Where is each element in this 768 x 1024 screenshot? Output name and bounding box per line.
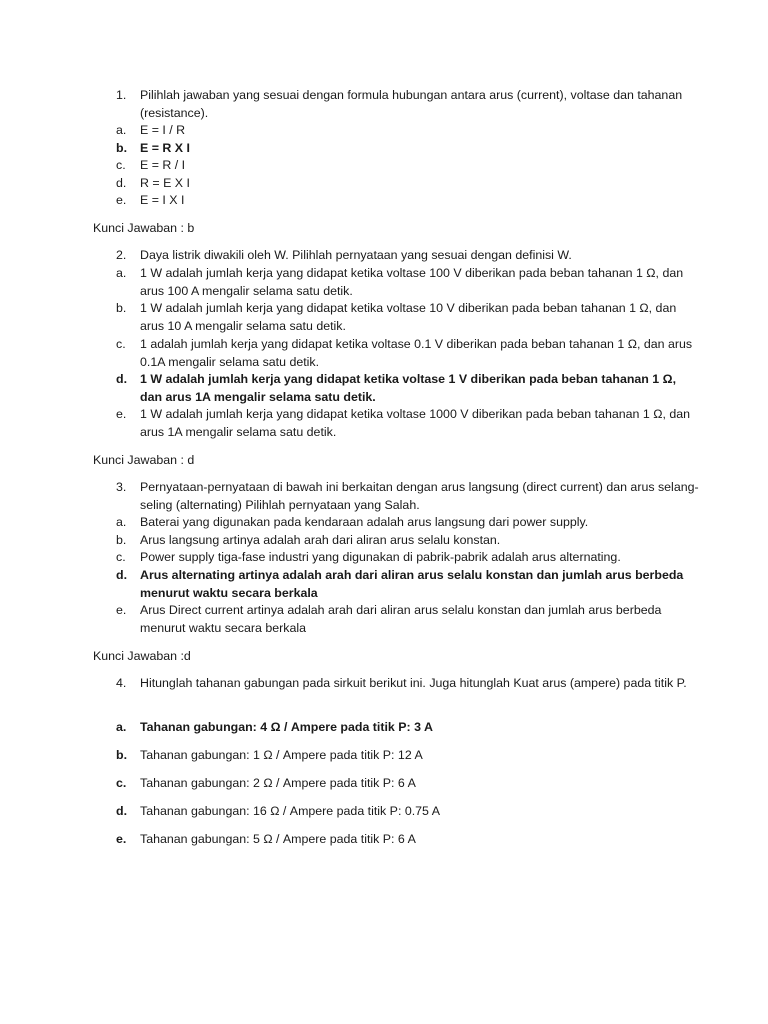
option-letter: a.: [116, 266, 127, 280]
option-text: Tahanan gabungan: 4 Ω / Ampere pada titik P: 3 A: [140, 720, 433, 734]
option-letter: a.: [116, 720, 127, 734]
option-text: Baterai yang digunakan pada kendaraan adalah arus langsung dari power supply.: [140, 515, 589, 529]
option-text: 1 W adalah jumlah kerja yang didapat ketika voltase 10 V diberikan pada beban tahanan 1 Ω, dan arus 10 A mengalir selama satu detik.: [140, 301, 677, 333]
option-letter: d.: [116, 804, 128, 818]
question-number: 4.: [116, 676, 127, 690]
question-text: Hitunglah tahanan gabungan pada sirkuit berikut ini. Juga hitunglah Kuat arus (ampere) pada titik P.: [140, 676, 687, 690]
option-text: Power supply tiga-fase industri yang digunakan di pabrik-pabrik adalah arus alternating.: [140, 550, 621, 564]
answer-key-text: Kunci Jawaban : d: [93, 453, 195, 467]
option-letter: d.: [116, 176, 127, 190]
option-letter: e.: [116, 603, 127, 617]
question-text: Pilihlah jawaban yang sesuai dengan formula hubungan antara arus (current), voltase dan tahanan (resistance).: [140, 88, 683, 120]
option-text: 1 adalah jumlah kerja yang didapat ketika voltase 0.1 V diberikan pada beban tahanan 1 Ω, dan arus 0.1A mengalir selama satu detik.: [140, 337, 693, 369]
option-text: 1 W adalah jumlah kerja yang didapat ketika voltase 1 V diberikan pada beban tahanan 1 Ω, dan arus 1A mengalir selama satu detik.: [140, 372, 677, 404]
option-letter: c.: [116, 158, 126, 172]
option-text: E = I X I: [140, 193, 185, 207]
option-text: Arus Direct current artinya adalah arah dari aliran arus selalu konstan dan jumlah arus berbeda menurut waktu secara berkala: [140, 603, 662, 635]
option-letter: e.: [116, 407, 127, 421]
option-letter: e.: [116, 193, 127, 207]
option-letter: c.: [116, 776, 127, 790]
option-letter: d.: [116, 372, 128, 386]
option-text: Arus langsung artinya adalah arah dari aliran arus selalu konstan.: [140, 533, 501, 547]
question-number: 1.: [116, 88, 127, 102]
question-text: Pernyataan-pernyataan di bawah ini berkaitan dengan arus langsung (direct current) dan arus selang-seling (alternating) Pilihlah pernyataan yang Salah.: [140, 480, 699, 512]
option-text: Tahanan gabungan: 16 Ω / Ampere pada titik P: 0.75 A: [140, 804, 440, 818]
option-text: E = R X I: [140, 141, 190, 155]
option-letter: d.: [116, 568, 128, 582]
option-text: E = I / R: [140, 123, 186, 137]
option-text: R = E X I: [140, 176, 190, 190]
option-letter: b.: [116, 748, 128, 762]
question-text: Daya listrik diwakili oleh W. Pilihlah pernyataan yang sesuai dengan definisi W.: [140, 248, 572, 262]
question-number: 2.: [116, 248, 127, 262]
option-text: E = R / I: [140, 158, 186, 172]
option-text: 1 W adalah jumlah kerja yang didapat ketika voltase 1000 V diberikan pada beban tahanan 1 Ω, dan arus 1A mengalir selama satu detik.: [140, 407, 691, 439]
option-text: 1 W adalah jumlah kerja yang didapat ketika voltase 100 V diberikan pada beban tahanan 1 Ω, dan arus 100 A mengalir selama satu detik.: [140, 266, 684, 298]
option-text: Tahanan gabungan: 2 Ω / Ampere pada titik P: 6 A: [140, 776, 416, 790]
option-letter: a.: [116, 515, 127, 529]
answer-key-text: Kunci Jawaban :d: [93, 649, 191, 663]
option-letter: b.: [116, 141, 128, 155]
answer-key-text: Kunci Jawaban : b: [93, 221, 195, 235]
option-letter: a.: [116, 123, 127, 137]
question-number: 3.: [116, 480, 127, 494]
option-letter: b.: [116, 533, 127, 547]
option-letter: c.: [116, 337, 126, 351]
option-letter: b.: [116, 301, 127, 315]
option-letter: c.: [116, 550, 126, 564]
option-text: Tahanan gabungan: 1 Ω / Ampere pada titik P: 12 A: [140, 748, 423, 762]
option-text: Tahanan gabungan: 5 Ω / Ampere pada titik P: 6 A: [140, 832, 416, 846]
option-letter: e.: [116, 832, 127, 846]
option-text: Arus alternating artinya adalah arah dari aliran arus selalu konstan dan jumlah arus berbeda menurut waktu secara berkala: [140, 568, 684, 600]
